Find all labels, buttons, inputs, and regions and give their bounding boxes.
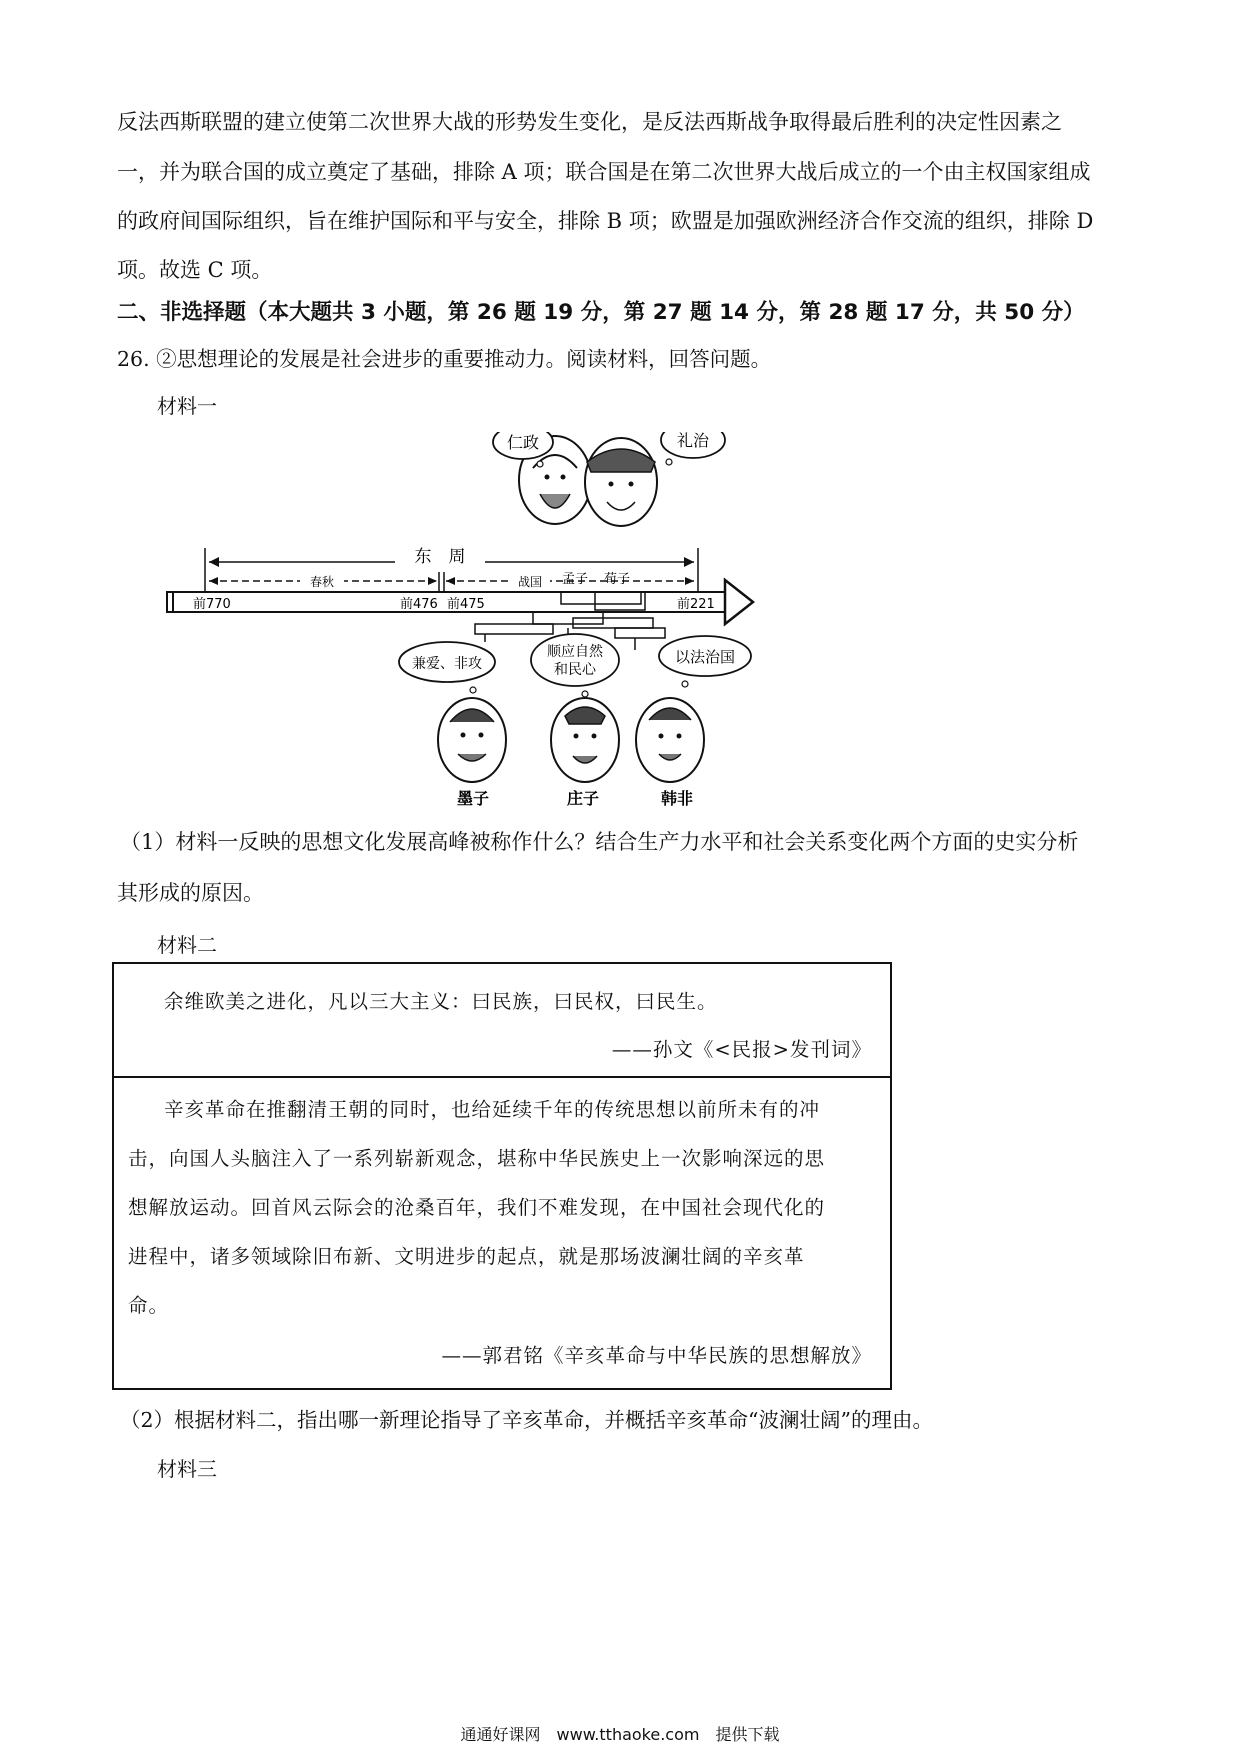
quote-guo-line: 进程中，诸多领域除旧布新、文明进步的起点，就是那场波澜壮阔的辛亥革 — [128, 1245, 805, 1268]
dong-zhou-label: 东 周 — [414, 547, 466, 567]
quote-box-sun-wen — [112, 962, 892, 1078]
quote-guo-line: 命。 — [128, 1294, 170, 1317]
mengzi-period-label: 孟子 — [561, 572, 589, 587]
bubble-zhuangzi-text-2: 和民心 — [554, 662, 596, 678]
name-hanfei: 韩非 — [660, 789, 694, 808]
quote-sun-wen-source: ——孙文《<民报>发刊词》 — [611, 1038, 872, 1061]
material-3-label: 材料三 — [157, 1457, 217, 1481]
mozi-portrait — [438, 698, 506, 782]
zhanguo-label: 战国 — [517, 575, 543, 589]
xunzi-portrait — [585, 438, 657, 526]
quote-sun-wen-text: 余维欧美之进化，凡以三大主义：曰民族，曰民权，曰民生。 — [164, 990, 718, 1013]
year-label-475: 前475 — [447, 597, 485, 612]
quote-guo-line: 想解放运动。回首风云际会的沧桑百年，我们不难发现，在中国社会现代化的 — [128, 1196, 826, 1219]
bubble-hanfei-text: 以法治国 — [674, 648, 736, 666]
bubble-lizhi-text: 礼治 — [676, 432, 710, 450]
material-2-label: 材料二 — [157, 933, 217, 957]
zhuangzi-portrait — [551, 698, 619, 782]
year-label-770: 前770 — [193, 597, 231, 612]
bubble-zhuangzi-text-1: 顺应自然 — [547, 644, 603, 660]
quote-guo-line: 辛亥革命在推翻清王朝的同时，也给延续千年的传统思想以前所未有的冲 — [164, 1098, 821, 1121]
quote-guo-source: ——郭君铭《辛亥革命与中华民族的思想解放》 — [441, 1344, 872, 1367]
year-label-476: 前476 — [400, 597, 438, 612]
question-1-line: （1）材料一反映的思想文化发展高峰被称作什么？结合生产力水平和社会关系变化两个方面的史实分析 — [120, 830, 1079, 854]
answer-explanation-line: 的政府间国际组织，旨在维护国际和平与安全，排除 B 项；欧盟是加强欧洲经济合作交流的组织，排除 D — [117, 209, 1094, 233]
xunzi-period-label: 荀子 — [603, 572, 631, 587]
hanfei-portrait — [636, 698, 704, 782]
name-mozi: 墨子 — [456, 789, 490, 808]
chunqiu-label: 春秋 — [309, 575, 335, 589]
quote-box-guo-junming — [112, 1076, 892, 1390]
footer-credit: 通通好课网 www.tthaoke.com 提供下载 — [460, 1725, 780, 1744]
question-2-text: （2）根据材料二，指出哪一新理论指导了辛亥革命，并概括辛亥革命“波澜壮阔”的理由。 — [120, 1408, 934, 1432]
question-26-intro: 26. ②思想理论的发展是社会进步的重要推动力。阅读材料，回答问题。 — [117, 347, 772, 371]
material-1-label: 材料一 — [157, 394, 217, 418]
answer-explanation-line: 项。故选 C 项。 — [117, 258, 273, 282]
name-zhuangzi: 庄子 — [566, 789, 600, 808]
answer-explanation-line: 反法西斯联盟的建立使第二次世界大战的形势发生变化，是反法西斯战争取得最后胜利的决定性因素之 — [117, 110, 1062, 134]
bubble-mozi-text: 兼爱、非攻 — [412, 656, 482, 672]
bubble-renzheng-text: 仁政 — [506, 433, 540, 452]
section-heading: 二、非选择题（本大题共 3 小题，第 26 题 19 分，第 27 题 14 分，第 28 题 17 分，共 50 分） — [117, 300, 1085, 325]
quote-guo-line: 击，向国人头脑注入了一系列崭新观念，堪称中华民族史上一次影响深远的思 — [128, 1147, 826, 1170]
question-1-line: 其形成的原因。 — [117, 881, 264, 905]
thinkers-timeline-figure — [155, 432, 855, 812]
answer-explanation-line: 一，并为联合国的成立奠定了基础，排除 A 项；联合国是在第二次世界大战后成立的一个由主权国家组成 — [117, 160, 1091, 184]
year-label-221: 前221 — [677, 597, 715, 612]
